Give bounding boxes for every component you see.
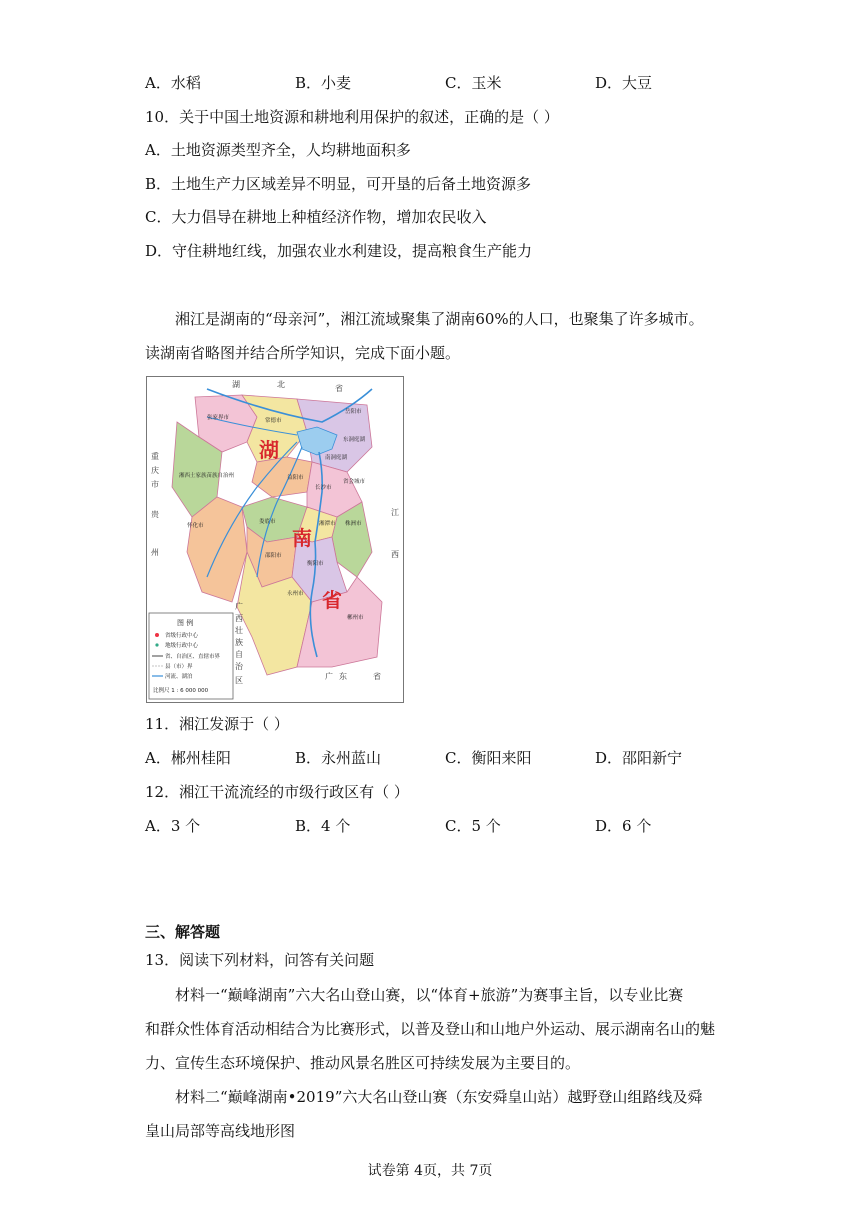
city-zhangjiajie: 张家界市 [207,415,230,421]
legend-prefecture-symbol [155,643,158,646]
q12-option-d: D．6 个 [595,817,652,835]
neighbor-south-2: 省 [373,672,381,681]
material-line-2: 读湖南省略图并结合所学知识，完成下面小题。 [145,344,461,362]
q13-stem: 13．阅读下列材料，问答有关问题 [145,951,375,969]
neighbor-west-4: 州 [151,548,159,557]
section-3-title: 三、解答题 [145,923,221,941]
neighbor-west-2: 市 [151,480,159,489]
neighbor-sw-4: 自 [235,650,243,659]
city-zhuzhou: 株洲市 [345,521,362,527]
neighbor-east-1: 西 [391,550,399,559]
q9-option-b: B．小麦 [295,74,352,92]
q10-option-a: A．土地资源类型齐全，人均耕地面积多 [145,141,411,159]
neighbor-sw-2: 壮 [235,626,243,635]
legend-provincial-symbol [155,633,159,637]
city-changde: 常德市 [265,418,282,424]
material-2-line-2: 皇山局部等高线地形图 [145,1122,296,1140]
q12-option-c: C．5 个 [445,817,501,835]
hunan-map-svg [147,377,403,702]
city-capital: 省会城市 [343,479,366,485]
neighbor-north-0: 湖 [232,380,240,389]
q10-stem: 10．关于中国土地资源和耕地利用保护的叙述，正确的是（ ） [145,108,559,126]
city-yueyang: 岳阳市 [345,409,362,415]
legend-item-3: 省、自治区、直辖市界 [165,654,221,660]
city-shaoyang: 邵阳市 [265,553,282,559]
material-1-line-2: 和群众性体育活动相结合为比赛形式，以普及登山和山地户外运动、展示湖南名山的魅 [145,1020,716,1038]
city-huaihua: 怀化市 [187,523,204,529]
city-chenzhou: 郴州市 [347,615,364,621]
neighbor-south-1: 东 [339,672,347,681]
legend-item-5: 河流、湖泊 [165,674,193,680]
q10-option-b: B．土地生产力区域差异不明显，可开垦的后备土地资源多 [145,175,532,193]
legend-title: 图 例 [177,619,194,627]
lake-south-dongting: 南洞庭湖 [325,455,348,461]
material-1-line-1: 材料一“巅峰湖南”六大名山登山赛，以“体育+旅游”为赛事主旨，以专业比赛 [175,986,684,1004]
neighbor-west-3: 贵 [151,510,159,519]
city-yiyang: 益阳市 [287,475,304,481]
legend-item-4: 县（市）界 [165,664,193,670]
neighbor-north-1: 北 [277,380,285,389]
big-label-hu: 湖 [259,438,279,462]
legend-scale: 比例尺 1 : 6 000 000 [153,688,209,694]
neighbor-sw-1: 西 [235,614,243,623]
neighbor-east-0: 江 [391,508,399,517]
q10-option-d: D．守住耕地红线，加强农业水利建设，提高粮食生产能力 [145,242,533,260]
q12-option-b: B．4 个 [295,817,351,835]
q11-option-c: C．衡阳来阳 [445,749,532,767]
neighbor-sw-0: 广 [235,602,243,611]
page-footer: 试卷第 4页，共 7页 [367,1163,493,1179]
legend-item-2: 地级行政中心 [165,643,199,649]
neighbor-west-0: 重 [151,452,159,461]
neighbor-sw-6: 区 [235,676,243,685]
big-label-nan: 南 [292,526,312,550]
city-loudi: 娄底市 [259,519,276,525]
material-2-line-1: 材料二“巅峰湖南•2019”六大名山登山赛（东安舜皇山站）越野登山组路线及舜 [175,1088,703,1106]
city-yongzhou: 永州市 [287,591,304,597]
neighbor-south-0: 广 [325,672,333,681]
neighbor-sw-3: 族 [235,638,243,647]
city-xiangxi: 湘西土家族苗族自治州 [179,473,235,479]
q11-stem: 11．湘江发源于（ ） [145,715,289,733]
neighbor-north-2: 省 [335,384,343,393]
material-1-line-3: 力、宣传生态环境保护、推动风景名胜区可持续发展为主要目的。 [145,1054,581,1072]
neighbor-sw-5: 治 [235,662,243,671]
city-xiangtan: 湘潭市 [319,521,336,527]
q9-option-a: A．水稻 [145,74,201,92]
lake-east-dongting: 东洞庭湖 [343,437,366,443]
city-changsha: 长沙市 [315,485,332,491]
q9-option-c: C．玉米 [445,74,502,92]
hunan-map [146,376,404,703]
neighbor-west-1: 庆 [151,466,159,475]
q11-option-d: D．邵阳新宁 [595,749,683,767]
material-line-1: 湘江是湖南的“母亲河”，湘江流域聚集了湖南60%的人口，也聚集了许多城市。 [175,310,704,328]
q11-option-b: B．永州蓝山 [295,749,382,767]
q10-option-c: C．大力倡导在耕地上种植经济作物，增加农民收入 [145,208,487,226]
legend-item-1: 省级行政中心 [165,633,199,639]
city-hengyang: 衡阳市 [307,561,324,567]
q12-stem: 12．湘江干流流经的市级行政区有（ ） [145,783,409,801]
q9-option-d: D．大豆 [595,74,653,92]
big-label-sheng: 省 [322,588,342,612]
q11-option-a: A．郴州桂阳 [145,749,231,767]
q12-option-a: A．3 个 [145,817,201,835]
